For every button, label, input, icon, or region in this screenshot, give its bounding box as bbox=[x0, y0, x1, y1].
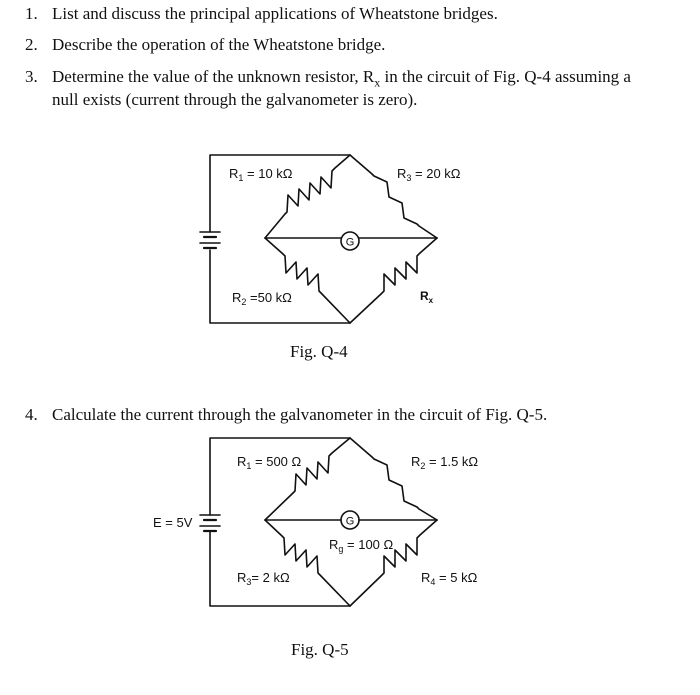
rx-label: $R_x$ bbox=[420, 289, 434, 305]
r1-label: $R_1 = 500$ Ω bbox=[237, 454, 302, 471]
resistor-r2 bbox=[265, 238, 350, 323]
r4-label: $R_4 = 5$ kΩ bbox=[421, 570, 478, 587]
galvanometer-label: G bbox=[345, 236, 355, 249]
resistor-r3 bbox=[265, 520, 350, 606]
rg-label: $R_g = 100$ Ω bbox=[329, 537, 394, 554]
fig-q5-circuit bbox=[200, 438, 437, 606]
wire bbox=[210, 250, 350, 323]
fig-q4-caption: Fig. Q-4 bbox=[290, 342, 348, 361]
wire bbox=[210, 438, 350, 515]
question-text: Describe the operation of the Wheatstone bridge. bbox=[52, 35, 386, 54]
battery-icon bbox=[200, 515, 220, 531]
resistor-r4 bbox=[350, 520, 437, 606]
question-text: Calculate the current through the galvanometer in the circuit of Fig. Q-5. bbox=[52, 405, 548, 424]
resistor-r1 bbox=[265, 438, 350, 520]
question-number: 3. bbox=[25, 67, 38, 86]
r3-label: $R_3= 2$ kΩ bbox=[237, 570, 290, 587]
question-text: List and discuss the principal applications of Wheatstone bridges. bbox=[52, 4, 498, 23]
source-label: E = 5V bbox=[153, 515, 193, 530]
question-text: Determine the value of the unknown resistor, $R_x$ in the circuit of Fig. Q-4 assuming a bbox=[52, 67, 631, 90]
question-text-cont: null exists (current through the galvanometer is zero). bbox=[52, 90, 418, 109]
question-number: 2. bbox=[25, 35, 38, 54]
r3-label: $R_3 = 20$ kΩ bbox=[397, 166, 461, 183]
question-number: 1. bbox=[25, 4, 38, 23]
galvanometer-label: G bbox=[345, 515, 355, 528]
resistor-rx bbox=[350, 238, 437, 323]
battery-icon bbox=[200, 232, 220, 248]
fig-q5-caption: Fig. Q-5 bbox=[291, 640, 349, 659]
question-number: 4. bbox=[25, 405, 38, 424]
resistor-r2 bbox=[350, 438, 437, 520]
r2-label: $R_2 = 1.5$ kΩ bbox=[411, 454, 479, 471]
r2-label: $R_2 =50$ kΩ bbox=[232, 290, 292, 307]
r1-label: $R_1 = 10$ kΩ bbox=[229, 166, 293, 183]
